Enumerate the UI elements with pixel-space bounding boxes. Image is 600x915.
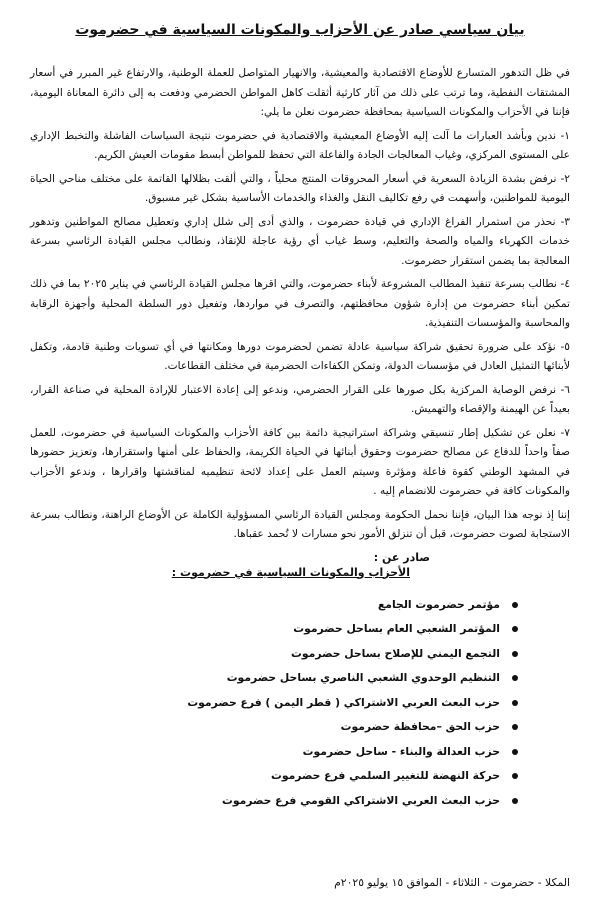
bullet-icon [512, 675, 518, 681]
party-name: التجمع اليمني للإصلاح بساحل حضرموت [291, 646, 500, 660]
point-1: ١- ندين وبأشد العبارات ما آلت إليه الأوضاع المعيشية والاقتصادية في حضرموت نتيجة السياسات الفاشلة والتخبط الإداري على المستوى المركزي، وغياب المعالجات الجادة والفاعلة التي تحفظ للمواطن أبسط مقومات العيش الكريم. [30, 129, 570, 161]
bullet-icon [512, 626, 518, 632]
party-item [30, 764, 518, 789]
party-item [30, 666, 518, 691]
point-6: ٦- نرفض الوصاية المركزية بكل صورها على القرار الحضرمي، وندعو إلى إعادة الاعتبار للإرادة المحلية في صناعة القرار، بعيداً عن الهيمنة والإقصاء والتهميش. [30, 383, 570, 415]
point-3: ٣- نحذر من استمرار الفراغ الإداري في قيادة حضرموت ، والذي أدى إلى شلل إداري وتعطيل مصالح المواطنين وتدهور خدمات الكهرباء والمياه والصحة والتعليم، وسط غياب أي رؤية عاجلة للإنقاذ، ونطالب مجلس القيادة الرئاسي بسرعة المعالجة بما يضمن استقرار حضرموت. [30, 215, 570, 267]
party-item [30, 642, 518, 667]
closing-paragraph: إننا إذ نوجه هذا البيان، فإننا نحمل الحكومة ومجلس القيادة الرئاسي المسؤولية الكاملة عن الأوضاع الراهنة، ونطالب بسرعة الاستجابة لصوت حضرموت، قبل أن تنزلق الأمور نحو مسارات لا تُحمد عقباها. [30, 508, 570, 540]
party-item [30, 740, 518, 765]
party-name: مؤتمر حضرموت الجامع [377, 597, 500, 611]
footer-dateline: المكلا - حضرموت - الثلاثاء - الموافق ١٥ يوليو ٢٠٢٥م [334, 876, 570, 889]
party-name: حزب العدالة والبناء - ساحل حضرموت [302, 744, 500, 758]
party-item [30, 789, 518, 814]
point-2: ٢- نرفض بشدة الزيادة السعرية في أسعار المحروقات المنتج محلياً ، والتي ألقت بظلالها القاتمة على مختلف مناحي الحياة اليومية للمواطنين، وأسهمت في رفع تكاليف النقل والغذاء والخدمات الأساسية بشكل غير مسبوق. [30, 172, 570, 204]
party-name: حركة النهضة للتغيير السلمي فرع حضرموت [270, 769, 500, 782]
party-item [30, 617, 518, 642]
bullet-icon [512, 651, 518, 657]
party-name: حزب البعث العربي الاشتراكي القومي فرع حضرموت [221, 793, 500, 807]
party-name: التنظيم الوحدوي الشعبي الناصري بساحل حضرموت [226, 671, 500, 684]
bullet-icon [512, 700, 518, 706]
point-5: ٥- نؤكد على ضرورة تحقيق شراكة سياسية عادلة تضمن لحضرموت دورها ومكانتها في أي تسويات وطنية قادمة، وتكفل لأبنائها التمثيل العادل في مؤسسات الدولة، وتمكن الكفاءات الحضرمية في مختلف القطاعات. [30, 340, 570, 372]
bullet-icon [512, 724, 518, 730]
party-item [30, 715, 518, 740]
party-name: حزب الحق –محافظة حضرموت [340, 720, 500, 733]
party-name: حزب البعث العربي الاشتراكي ( قطر اليمن ) فرع حضرموت [187, 695, 500, 709]
bullet-icon [512, 602, 518, 608]
bullet-icon [512, 798, 518, 804]
point-7: ٧- نعلن عن تشكيل إطار تنسيقي وشراكة استراتيجية دائمة بين كافة الأحزاب والمكونات السياسية في حضرموت، للعمل صفاً واحداً للدفاع عن مصالح حضرموت وحقوق أبنائها في الحياة الكريمة، والحفاظ على أمنها واستقرارها، وتعزيز حضورها في المشهد الوطني كقوة فاعلة ومؤثرة وسيتم العمل على إعداد لائحة تنظيميه لمناقشتها واقرارها ، وندعو الأحزاب والمكونات كافة في حضرموت للانضمام إليه . [30, 426, 570, 497]
parties-list [30, 593, 570, 814]
party-item [30, 691, 518, 716]
document-title: بيان سياسي صادر عن الأحزاب والمكونات السياسية في حضرموت [75, 22, 525, 38]
party-name: المؤتمر الشعبي العام بساحل حضرموت [293, 622, 500, 635]
parties-heading: الأحزاب والمكونات السياسية في حضرموت : [171, 565, 410, 579]
bullet-icon [512, 773, 518, 779]
bullet-icon [512, 749, 518, 755]
intro-paragraph: في ظل التدهور المتسارع للأوضاع الاقتصادية والمعيشية، والانهيار المتواصل للعملة الوطنية، والارتفاع غير المبرر في أسعار المشتقات النفطية، وما ترتب على ذلك من آثار كارثية أثقلت كاهل المواطن الحضرمي ودفعت به إلى دائرة المعاناة اليومية، فإننا في الأحزاب والمكونات السياسية بمحافظة حضرموت نعلن ما يلي: [30, 67, 570, 118]
issued-by-label: صادر عن : [373, 550, 430, 564]
point-4: ٤- نطالب بسرعة تنفيذ المطالب المشروعة لأبناء حضرموت، والتي اقرها مجلس القيادة الرئاسي في يناير ٢٠٢٥ بما في ذلك تمكين أبناء حضرموت من إدارة شؤون محافظتهم، والتصرف في مواردها، وتفعيل دور السلطة المحلية وأجهزة الرقابة والمحاسبة والمؤسسات التنفيذية. [30, 278, 571, 329]
party-item [30, 593, 518, 618]
